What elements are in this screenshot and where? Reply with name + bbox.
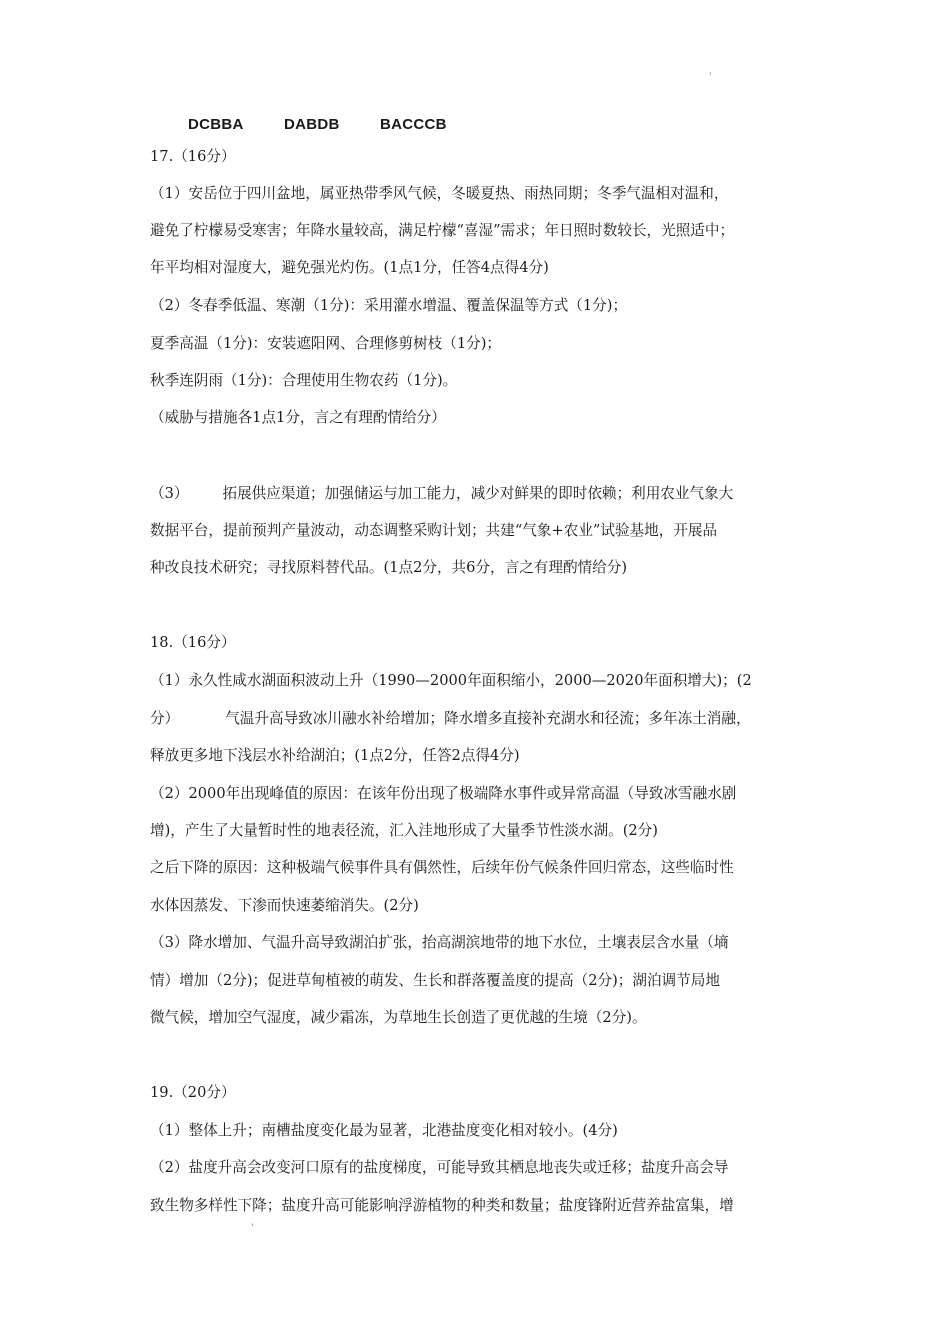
q18-part1-line: （1）永久性咸水湖面积波动上升（1990—2000年面积缩小，2000—2020年面积增大)；(2 (150, 672, 752, 689)
q18-part1-line: 释放更多地下浅层水补给湖泊；(1点2分，任答2点得4分) (150, 747, 520, 764)
q18-part2-line: 之后下降的原因：这种极端气候事件具有偶然性，后续年份气候条件回归常态，这些临时性 (150, 859, 734, 876)
q18-part3-line: 微气候，增加空气湿度，减少霜冻，为草地生长创造了更优越的生境（2分)。 (150, 1009, 647, 1026)
mcq-answer-group: DCBBA (188, 116, 244, 133)
q17-part1-line: 年平均相对湿度大，避免强光灼伤。(1点1分，任答4点得4分) (150, 259, 549, 276)
q18-part2-line: 增)，产生了大量暂时性的地表径流，汇入洼地形成了大量季节性淡水湖。(2分) (150, 822, 658, 839)
q18-part3-line: （3）降水增加、气温升高导致湖泊扩张，抬高湖滨地带的地下水位，土壤表层含水量（墒 (150, 934, 729, 951)
q18-part1-text: 气温升高导致冰川融水补给增加；降水增多直接补充湖水和径流；多年冻土消融， (225, 710, 751, 727)
q18-header: 18.（16分） (150, 634, 236, 651)
q17-part2-line: 夏季高温（1分)：安装遮阳网、合理修剪树枝（1分)； (150, 335, 502, 352)
q18-part1-line (150, 709, 751, 729)
q17-part3-line (150, 484, 733, 504)
q17-part3-label: （3） (150, 485, 189, 502)
mcq-answer-group: BACCCB (380, 116, 447, 133)
q17-part1-line: （1）安岳位于四川盆地，属亚热带季风气候，冬暖夏热、雨热同期；冬季气温相对温和， (150, 185, 729, 202)
q17-part3-line: 数据平台，提前预判产量波动，动态调整采购计划；共建“气象+农业”试验基地，开展品 (150, 522, 718, 539)
q19-part2-line: 致生物多样性下降；盐度升高可能影响浮游植物的种类和数量；盐度锋附近营养盐富集，增 (150, 1197, 734, 1214)
q17-part3-line: 种改良技术研究；寻找原料替代品。(1点2分，共6分，言之有理酌情给分) (150, 559, 628, 576)
q18-part1-label: 分） (150, 710, 180, 727)
page-mark-dot: ' (709, 72, 712, 82)
q19-header: 19.（20分） (150, 1084, 236, 1101)
q17-part2-line: 秋季连阴雨（1分)：合理使用生物农药（1分)。 (150, 372, 458, 389)
q19-part2-line: （2）盐度升高会改变河口原有的盐度梯度，可能导致其栖息地丧失或迁移；盐度升高会导 (150, 1159, 729, 1176)
page-mark-dot: ' (251, 1223, 254, 1233)
q17-part2-line: （威胁与措施各1点1分，言之有理酌情给分） (150, 409, 446, 426)
q17-part2-line: （2）冬春季低温、寒潮（1分)：采用灌水增温、覆盖保温等方式（1分)； (150, 297, 628, 314)
mcq-answer-group: DABDB (284, 116, 340, 133)
q17-header: 17.（16分） (150, 148, 236, 165)
q18-part3-line: 情）增加（2分)；促进草甸植被的萌发、生长和群落覆盖度的提高（2分)；湖泊调节局地 (150, 972, 720, 989)
q17-part3-text: 拓展供应渠道；加强储运与加工能力，减少对鲜果的即时依赖；利用农业气象大 (222, 485, 734, 502)
q19-part1-line: （1）整体上升；南槽盐度变化最为显著，北港盐度变化相对较小。(4分) (150, 1122, 618, 1139)
q18-part2-line: （2）2000年出现峰值的原因：在该年份出现了极端降水事件或异常高温（导致冰雪融水剧 (150, 785, 737, 802)
q18-part2-line: 水体因蒸发、下渗而快速萎缩消失。(2分) (150, 897, 419, 914)
q17-part1-line: 避免了柠檬易受寒害；年降水量较高，满足柠檬“喜湿”需求；年日照时数较长，光照适中； (150, 222, 735, 239)
